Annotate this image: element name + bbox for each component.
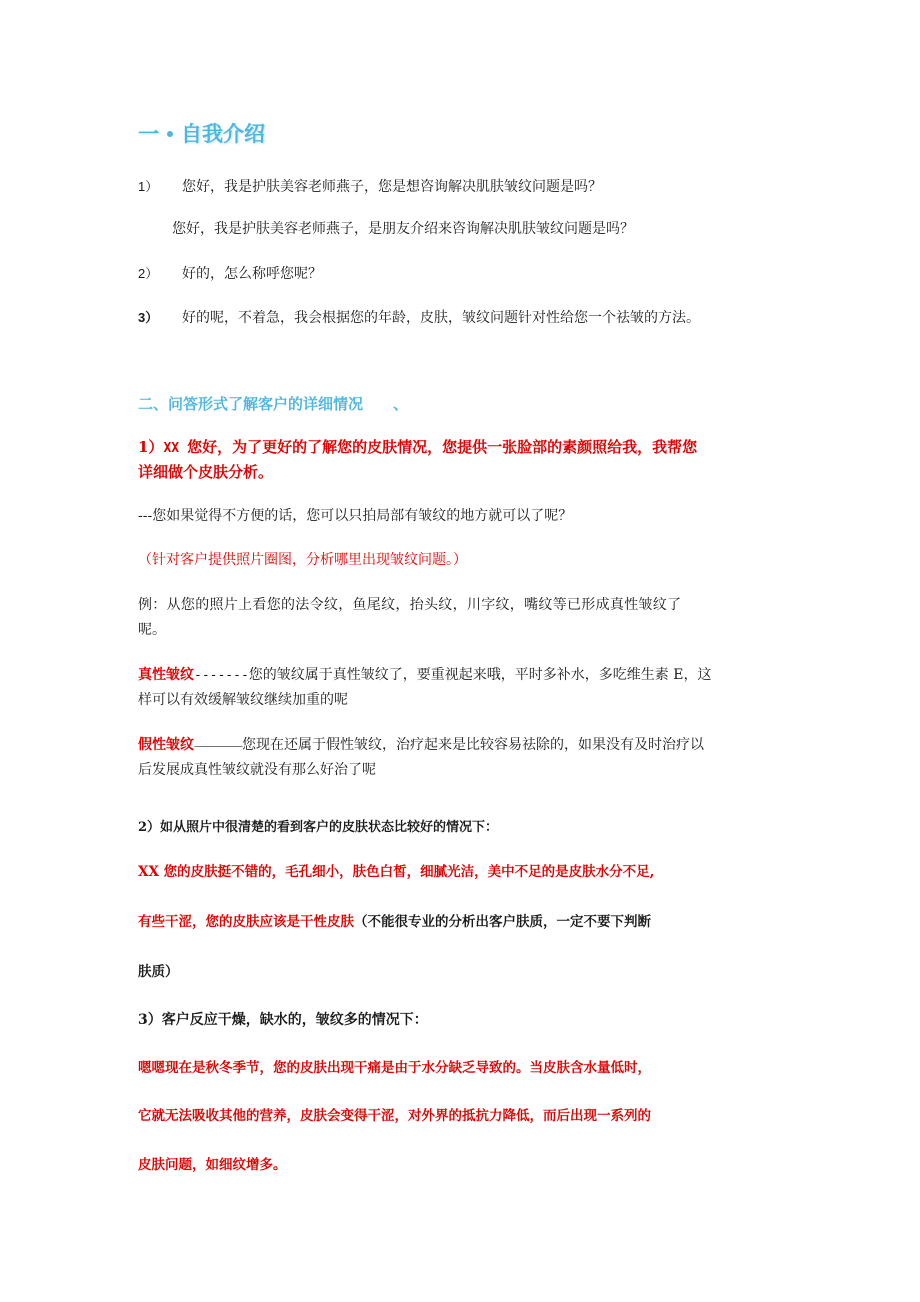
- example-line1: [138, 595, 681, 615]
- false-wrinkle-text-2: 后发展成真性皱纹就没有那么好治了呢: [138, 762, 376, 778]
- section1-heading: [138, 121, 265, 147]
- q2-text-1: XX 您的皮肤挺不错的，毛孔细小，肤色白皙，细腻光洁，美中不足的是皮肤水分不足,: [138, 864, 655, 880]
- q2-line2: [138, 912, 651, 932]
- q2-title: [138, 818, 498, 838]
- section1-number: 一: [138, 121, 159, 146]
- section2-heading: [138, 394, 408, 414]
- false-wrinkle-line2: [138, 760, 376, 780]
- intro-item-1-num: 1）: [138, 179, 159, 194]
- false-wrinkle-dash: ——————: [194, 742, 242, 752]
- false-wrinkle-text-1: 您现在还属于假性皱纹，治疗起来是比较容易祛除的，如果没有及时治疗以: [242, 737, 704, 753]
- intro-item-2: [138, 264, 322, 284]
- q2-line3: [138, 962, 179, 982]
- q1-num: 1）: [138, 438, 164, 456]
- q1-xx: XX: [163, 441, 180, 456]
- false-wrinkle-line1: [138, 735, 704, 757]
- q3-line1: [138, 1058, 651, 1078]
- q3-text-2: 它就无法吸收其他的营养，皮肤会变得干涩，对外界的抵抗力降低，而后出现一系列的: [138, 1108, 651, 1124]
- section2-title-tail: 、: [393, 395, 409, 413]
- true-wrinkle-dash: -------: [194, 668, 249, 683]
- q1-text-2: 详细做个皮肤分析。: [138, 463, 274, 481]
- intro-item-2-num: 2）: [138, 266, 159, 281]
- q2-text-2-red: 有些干涩，您的皮肤应该是干性皮肤: [138, 914, 354, 930]
- q1-alt: [138, 506, 572, 526]
- true-wrinkle-label: 真性皱纹: [138, 667, 194, 683]
- true-wrinkle-line1: [138, 665, 711, 686]
- intro-item-1: [138, 177, 602, 197]
- section1-title: 自我介绍: [181, 121, 265, 146]
- q3-line2: [138, 1106, 651, 1126]
- q1-line1: [138, 437, 697, 459]
- q3-title: [138, 1010, 428, 1030]
- intro-item-3-text: 好的呢，不着急，我会根据您的年龄，皮肤，皱纹问题针对性给您一个祛皱的方法。: [182, 310, 700, 326]
- intro-item-3: [138, 308, 700, 328]
- q1-note: [138, 550, 467, 570]
- example-text-2: 呢。: [138, 622, 166, 638]
- example-line2: [138, 620, 166, 640]
- q2-title-text: 2）如从照片中很清楚的看到客户的皮肤状态比较好的情况下：: [138, 820, 499, 835]
- q1-note-text: （针对客户提供照片圈图，分析哪里出现皱纹问题。）: [138, 552, 467, 568]
- q2-text-2-black: （不能很专业的分析出客户肤质，一定不要下判断: [354, 914, 651, 930]
- q3-title-text: 3）客户反应干燥，缺水的，皱纹多的情况下：: [138, 1012, 428, 1028]
- q1-alt-text: ---您如果觉得不方便的话，您可以只拍局部有皱纹的地方就可以了呢？: [138, 508, 573, 524]
- q2-line1: [138, 862, 654, 882]
- true-wrinkle-line2: [138, 690, 348, 710]
- false-wrinkle-label: 假性皱纹: [138, 737, 194, 753]
- true-wrinkle-text-2: 样可以有效缓解皱纹继续加重的呢: [138, 692, 348, 708]
- intro-item-1b: [172, 219, 634, 239]
- bullet-dot-icon: [167, 131, 173, 137]
- q1-text-1: 您好，为了更好的了解您的皮肤情况，您提供一张脸部的素颜照给我，我帮您: [187, 438, 698, 456]
- q3-text-1: 嗯嗯现在是秋冬季节，您的皮肤出现干痛是由于水分缺乏导致的。当皮肤含水量低时，: [138, 1060, 651, 1076]
- intro-item-1-text: 您好，我是护肤美容老师燕子，您是想咨询解决肌肤皱纹问题是吗？: [182, 179, 602, 195]
- intro-item-1b-text: 您好，我是护肤美容老师燕子，是朋友介绍来咨询解决肌肤皱纹问题是吗？: [172, 221, 634, 237]
- q2-text-3: 肤质）: [138, 964, 179, 980]
- intro-item-2-text: 好的，怎么称呼您呢？: [182, 266, 322, 282]
- q3-text-3: 皮肤问题，如细纹增多。: [138, 1157, 287, 1173]
- q3-line3: [138, 1155, 287, 1175]
- example-text-1: 例：从您的照片上看您的法令纹，鱼尾纹，抬头纹，川字纹，嘴纹等已形成真性皱纹了: [138, 597, 682, 613]
- true-wrinkle-text-1: 您的皱纹属于真性皱纹了，要重视起来哦，平时多补水，多吃维生素 E，这: [248, 667, 712, 683]
- q1-line2: [138, 462, 273, 482]
- intro-item-3-num: 3）: [138, 310, 159, 325]
- section2-title: 二、问答形式了解客户的详细情况: [138, 395, 364, 413]
